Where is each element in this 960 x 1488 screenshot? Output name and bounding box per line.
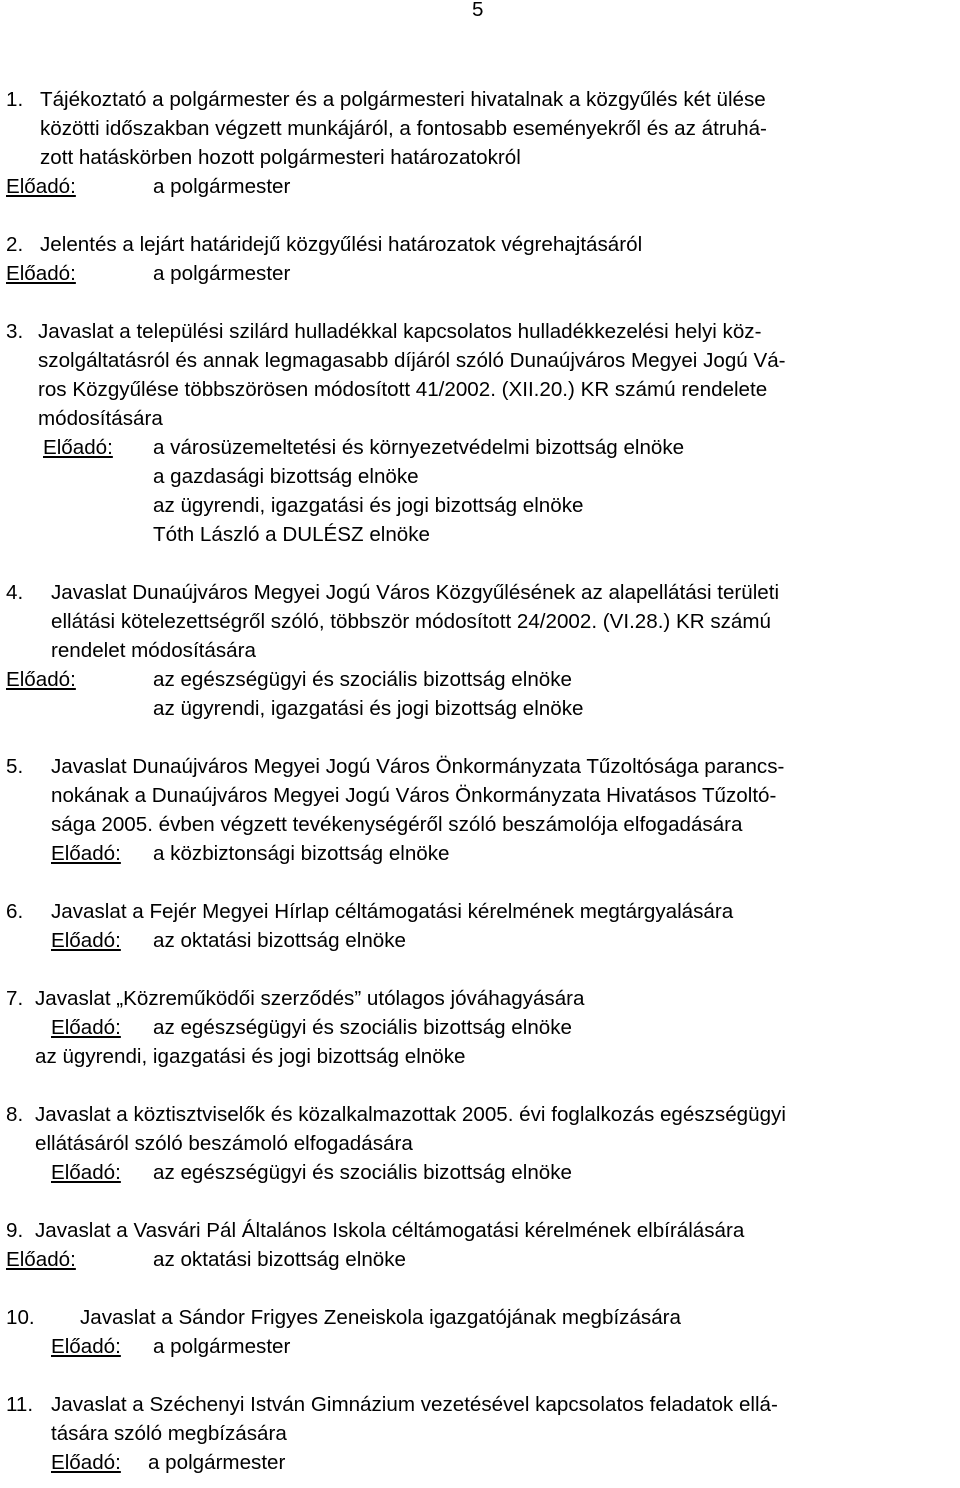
agenda-item-title-line: rendelet módosítására xyxy=(51,639,256,662)
presenter-label: Előadó: xyxy=(51,1016,121,1039)
agenda-item-title-line: ellátási kötelezettségről szóló, többször módosított 24/2002. (VI.28.) KR számú xyxy=(51,610,771,633)
presenter-name: a gazdasági bizottság elnöke xyxy=(153,465,419,488)
agenda-item-title-line: tására szóló megbízására xyxy=(51,1422,287,1445)
agenda-item-title-line: Javaslat a Vasvári Pál Általános Iskola céltámogatási kérelmének elbírálására xyxy=(35,1219,745,1242)
presenter-name: az egészségügyi és szociális bizottság elnöke xyxy=(153,1016,572,1039)
presenter-name: az egészségügyi és szociális bizottság elnöke xyxy=(153,668,572,691)
agenda-item-title-line: módosítására xyxy=(38,407,163,430)
presenter-name: a polgármester xyxy=(153,262,291,285)
agenda-item-number: 1. xyxy=(6,88,24,111)
presenter-name: az ügyrendi, igazgatási és jogi bizottság elnöke xyxy=(153,697,584,720)
presenter-name: az oktatási bizottság elnöke xyxy=(153,1248,406,1271)
agenda-item-title-line: ellátásáról szóló beszámoló elfogadására xyxy=(35,1132,413,1155)
presenter-label: Előadó: xyxy=(6,175,76,198)
presenter-label: Előadó: xyxy=(6,1248,76,1271)
presenter-name: a polgármester xyxy=(153,1335,291,1358)
agenda-item-title-line: zott hatáskörben hozott polgármesteri határozatokról xyxy=(40,146,521,169)
page-number: 5 xyxy=(472,0,484,21)
presenter-name: a polgármester xyxy=(148,1451,286,1474)
presenter-label: Előadó: xyxy=(43,436,113,459)
presenter-name: Tóth László a DULÉSZ elnöke xyxy=(153,523,431,546)
agenda-item-number: 9. xyxy=(6,1219,24,1242)
presenter-label: Előadó: xyxy=(6,668,76,691)
agenda-item-number: 4. xyxy=(6,581,24,604)
presenter-label: Előadó: xyxy=(51,1161,121,1184)
presenter-label: Előadó: xyxy=(6,262,76,285)
presenter-name: az oktatási bizottság elnöke xyxy=(153,929,406,952)
agenda-item-title-line: szolgáltatásról és annak legmagasabb díjáról szóló Dunaújváros Megyei Jogú Vá- xyxy=(38,349,786,372)
agenda-item-title-line: Jelentés a lejárt határidejű közgyűlési határozatok végrehajtásáról xyxy=(40,233,643,256)
agenda-item-number: 8. xyxy=(6,1103,24,1126)
presenter-label: Előadó: xyxy=(51,1451,121,1474)
presenter-label: Előadó: xyxy=(51,929,121,952)
presenter-name: a városüzemeltetési és környezetvédelmi bizottság elnöke xyxy=(153,436,685,459)
agenda-item-title-line: ros Közgyűlése többszörösen módosított 41/2002. (XII.20.) KR számú rendelete xyxy=(38,378,768,401)
agenda-item-title-line: Javaslat a Széchenyi István Gimnázium vezetésével kapcsolatos feladatok ellá- xyxy=(51,1393,778,1416)
agenda-item-title-line: közötti időszakban végzett munkájáról, a fontosabb eseményekről és az átruhá- xyxy=(40,117,767,140)
agenda-item-title-line: Javaslat a Sándor Frigyes Zeneiskola igazgatójának megbízására xyxy=(80,1306,681,1329)
agenda-item-title-line: Tájékoztató a polgármester és a polgármesteri hivatalnak a közgyűlés két ülése xyxy=(40,88,766,111)
presenter-label: Előadó: xyxy=(51,1335,121,1358)
agenda-item-title-line: Javaslat a köztisztviselők és közalkalmazottak 2005. évi foglalkozás egészségügyi xyxy=(35,1103,786,1126)
agenda-item-number: 7. xyxy=(6,987,24,1010)
presenter-name: a közbiztonsági bizottság elnöke xyxy=(153,842,450,865)
agenda-item-title-line: Javaslat a települési szilárd hulladékkal kapcsolatos hulladékkezelési helyi köz- xyxy=(38,320,762,343)
presenter-name: az ügyrendi, igazgatási és jogi bizottság elnöke xyxy=(153,494,584,517)
agenda-item-title-line: Javaslat „Közreműködői szerződés” utólagos jóváhagyására xyxy=(35,987,585,1010)
agenda-item-number: 10. xyxy=(6,1306,35,1329)
agenda-item-title-line: sága 2005. évben végzett tevékenységéről szóló beszámolója elfogadására xyxy=(51,813,743,836)
agenda-item-number: 6. xyxy=(6,900,24,923)
agenda-item-number: 11. xyxy=(6,1393,34,1416)
presenter-name: a polgármester xyxy=(153,175,291,198)
agenda-item-number: 3. xyxy=(6,320,24,343)
agenda-item-title-line: Javaslat Dunaújváros Megyei Jogú Város Közgyűlésének az alapellátási területi xyxy=(51,581,780,604)
presenter-name: az egészségügyi és szociális bizottság elnöke xyxy=(153,1161,572,1184)
agenda-item-title-line: Javaslat Dunaújváros Megyei Jogú Város Önkormányzata Tűzoltósága parancs- xyxy=(51,755,785,778)
agenda-item-number: 5. xyxy=(6,755,24,778)
agenda-item-title-line: Javaslat a Fejér Megyei Hírlap céltámogatási kérelmének megtárgyalására xyxy=(51,900,734,923)
agenda-item-number: 2. xyxy=(6,233,24,256)
presenter-label: Előadó: xyxy=(51,842,121,865)
presenter-name: az ügyrendi, igazgatási és jogi bizottság elnöke xyxy=(35,1045,466,1068)
agenda-item-title-line: nokának a Dunaújváros Megyei Jogú Város Önkormányzata Hivatásos Tűzoltó- xyxy=(51,784,777,807)
